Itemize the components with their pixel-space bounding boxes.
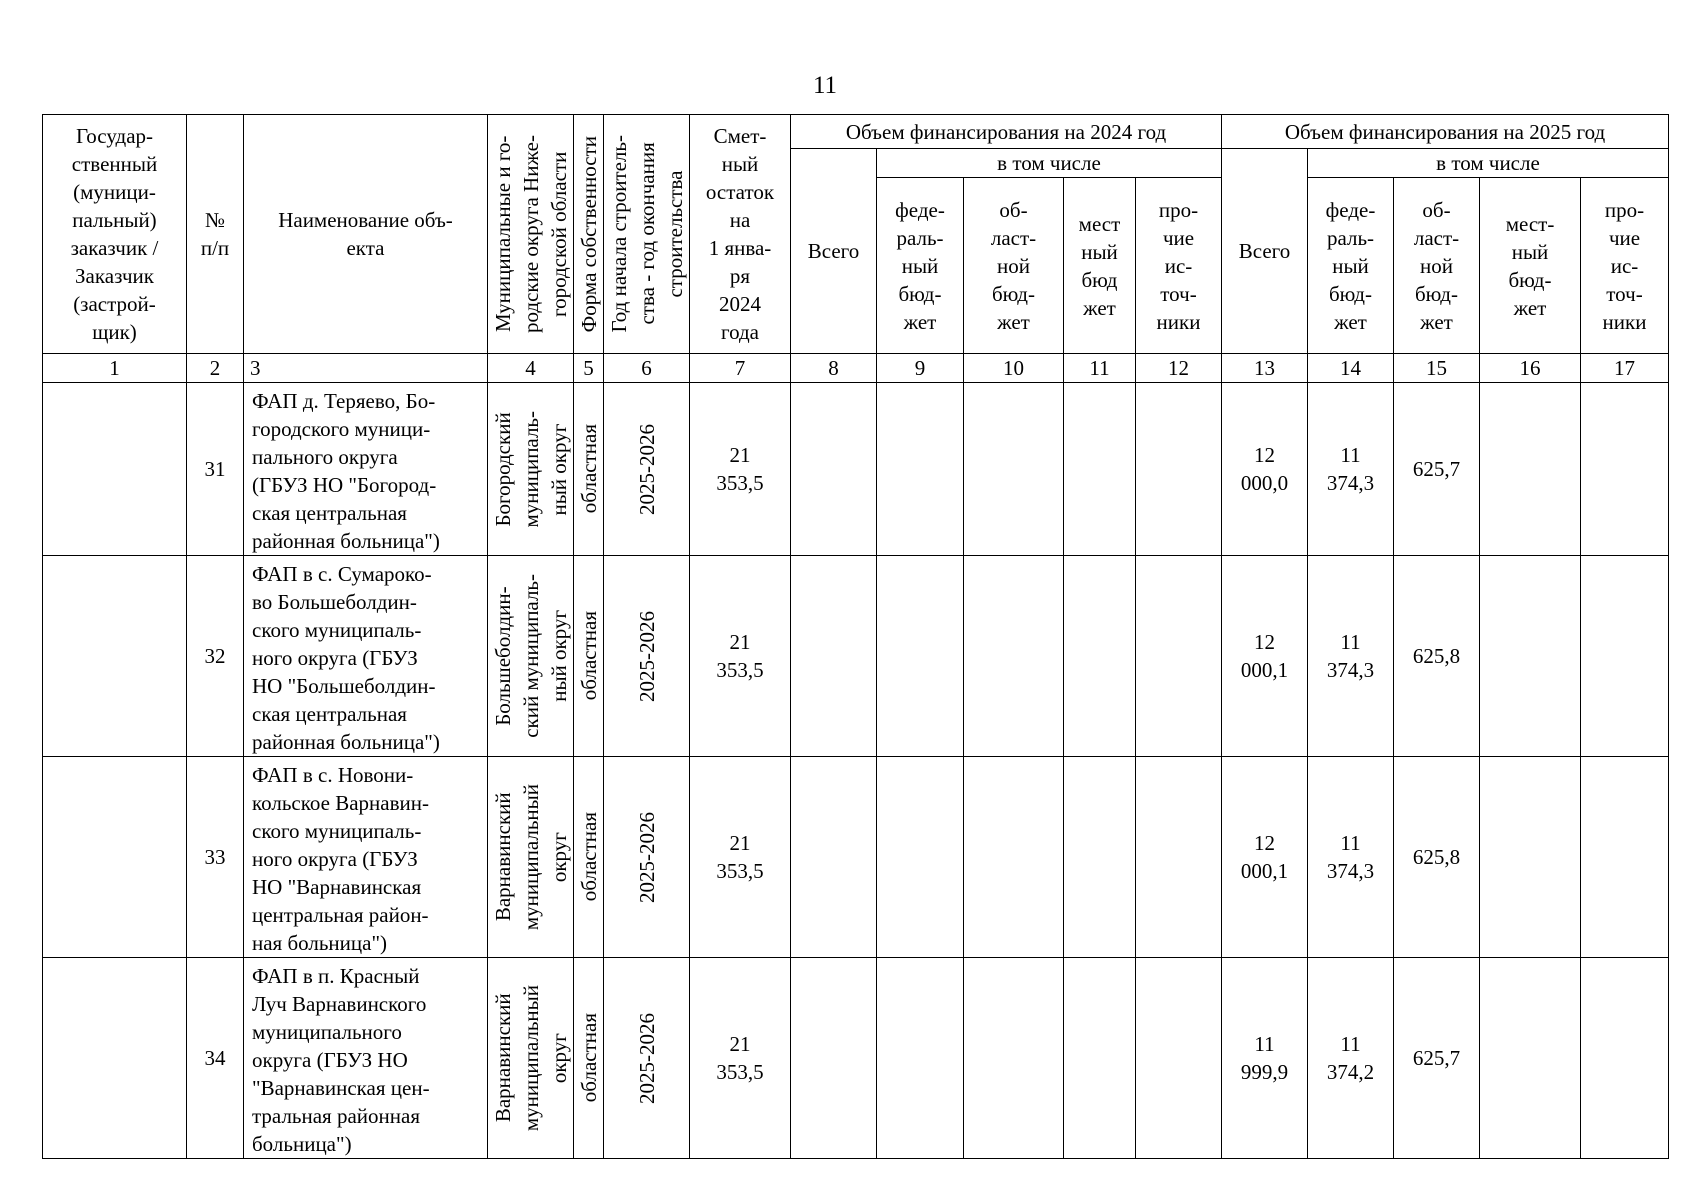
cell-other-2024 — [1136, 383, 1222, 556]
cell-total-2025: 11 999,9 — [1222, 958, 1308, 1159]
header-federal-2024: феде- раль- ный бюд- жет — [877, 178, 964, 354]
cell-local-2025 — [1480, 958, 1581, 1159]
column-number: 4 — [488, 354, 574, 383]
cell-estimate: 21 353,5 — [690, 757, 791, 958]
cell-other-2024 — [1136, 757, 1222, 958]
header-row-1 — [43, 115, 1669, 149]
table-row — [43, 383, 1669, 556]
cell-estimate: 21 353,5 — [690, 383, 791, 556]
cell-number: 33 — [187, 757, 244, 958]
cell-regional-2024 — [964, 383, 1064, 556]
cell-years: 2025-2026 — [604, 958, 690, 1159]
header-financing-2024: Объем финансирования на 2024 год — [791, 115, 1222, 149]
cell-local-2024 — [1064, 958, 1136, 1159]
cell-regional-2025: 625,7 — [1394, 958, 1480, 1159]
cell-municipality: Варнавинский муниципальный округ — [488, 757, 574, 958]
header-years: Год начала строитель- ства - год окончания строительства — [604, 115, 690, 354]
header-local-2024: мест ный бюд жет — [1064, 178, 1136, 354]
cell-other-2024 — [1136, 958, 1222, 1159]
cell-federal-2024 — [877, 958, 964, 1159]
cell-local-2024 — [1064, 383, 1136, 556]
cell-customer — [43, 958, 187, 1159]
cell-municipality: Большеболдин- ский муниципаль- ный округ — [488, 556, 574, 757]
cell-estimate: 21 353,5 — [690, 556, 791, 757]
cell-years: 2025-2026 — [604, 757, 690, 958]
cell-total-2024 — [791, 383, 877, 556]
column-number: 9 — [877, 354, 964, 383]
column-number: 11 — [1064, 354, 1136, 383]
column-number: 10 — [964, 354, 1064, 383]
header-customer: Государ- ственный (муници- пальный) заказчик / Заказчик (застрой- щик) — [43, 115, 187, 354]
cell-regional-2024 — [964, 958, 1064, 1159]
header-ownership: Форма собственности — [574, 115, 604, 354]
column-number: 3 — [244, 354, 488, 383]
cell-ownership: областная — [574, 757, 604, 958]
cell-ownership: областная — [574, 556, 604, 757]
column-number: 7 — [690, 354, 791, 383]
cell-local-2024 — [1064, 556, 1136, 757]
header-federal-2025: феде- раль- ный бюд- жет — [1308, 178, 1394, 354]
cell-federal-2025: 11 374,3 — [1308, 556, 1394, 757]
header-regional-2025: об- ласт- ной бюд- жет — [1394, 178, 1480, 354]
cell-object-name: ФАП д. Теряево, Бо- городского муници- пального округа (ГБУЗ НО "Богород- ская центральная районная больница") — [244, 383, 488, 556]
column-number: 13 — [1222, 354, 1308, 383]
table-row — [43, 958, 1669, 1159]
header-municipality: Муниципальные и го- родские округа Ниже- городской области — [488, 115, 574, 354]
table-row — [43, 556, 1669, 757]
header-number: № п/п — [187, 115, 244, 354]
cell-municipality: Варнавинский муниципальный округ — [488, 958, 574, 1159]
cell-other-2025 — [1581, 958, 1669, 1159]
header-including-2024: в том числе — [877, 149, 1222, 178]
cell-years: 2025-2026 — [604, 556, 690, 757]
cell-federal-2024 — [877, 757, 964, 958]
financing-table — [42, 114, 1669, 1159]
table-row — [43, 757, 1669, 958]
cell-customer — [43, 383, 187, 556]
column-number: 1 — [43, 354, 187, 383]
column-number: 16 — [1480, 354, 1581, 383]
cell-regional-2024 — [964, 556, 1064, 757]
header-including-2025: в том числе — [1308, 149, 1669, 178]
cell-federal-2025: 11 374,3 — [1308, 757, 1394, 958]
cell-federal-2025: 11 374,2 — [1308, 958, 1394, 1159]
header-other-2025: про- чие ис- точ- ники — [1581, 178, 1669, 354]
cell-object-name: ФАП в п. Красный Луч Варнавинского муниципального округа (ГБУЗ НО "Варнавинская цен- тральная районная больница") — [244, 958, 488, 1159]
cell-federal-2025: 11 374,3 — [1308, 383, 1394, 556]
cell-regional-2025: 625,8 — [1394, 556, 1480, 757]
cell-regional-2025: 625,8 — [1394, 757, 1480, 958]
cell-object-name: ФАП в с. Новони- кольское Варнавин- ского муниципаль- ного округа (ГБУЗ НО "Варнавинская центральная район- ная больница") — [244, 757, 488, 958]
cell-number: 34 — [187, 958, 244, 1159]
page-number: 11 — [812, 72, 838, 99]
cell-years: 2025-2026 — [604, 383, 690, 556]
cell-total-2025: 12 000,1 — [1222, 757, 1308, 958]
cell-customer — [43, 556, 187, 757]
cell-other-2024 — [1136, 556, 1222, 757]
column-number: 6 — [604, 354, 690, 383]
cell-total-2024 — [791, 958, 877, 1159]
cell-local-2025 — [1480, 383, 1581, 556]
cell-total-2025: 12 000,1 — [1222, 556, 1308, 757]
column-number: 12 — [1136, 354, 1222, 383]
cell-other-2025 — [1581, 757, 1669, 958]
cell-ownership: областная — [574, 958, 604, 1159]
cell-total-2024 — [791, 556, 877, 757]
column-number: 14 — [1308, 354, 1394, 383]
cell-municipality: Богородский муниципаль- ный округ — [488, 383, 574, 556]
cell-total-2024 — [791, 757, 877, 958]
cell-customer — [43, 757, 187, 958]
cell-number: 31 — [187, 383, 244, 556]
header-total-2024: Всего — [791, 149, 877, 354]
cell-total-2025: 12 000,0 — [1222, 383, 1308, 556]
column-numbers-row — [43, 354, 1669, 383]
header-object-name: Наименование объ- екта — [244, 115, 488, 354]
cell-local-2025 — [1480, 757, 1581, 958]
cell-regional-2025: 625,7 — [1394, 383, 1480, 556]
cell-object-name: ФАП в с. Сумароко- во Большеболдин- ского муниципаль- ного округа (ГБУЗ НО "Большеболдин- ская центральная районная больница") — [244, 556, 488, 757]
header-total-2025: Всего — [1222, 149, 1308, 354]
column-number: 15 — [1394, 354, 1480, 383]
cell-ownership: областная — [574, 383, 604, 556]
cell-other-2025 — [1581, 383, 1669, 556]
cell-local-2025 — [1480, 556, 1581, 757]
header-estimate: Смет- ный остаток на 1 янва- ря 2024 года — [690, 115, 791, 354]
cell-estimate: 21 353,5 — [690, 958, 791, 1159]
cell-number: 32 — [187, 556, 244, 757]
column-number: 5 — [574, 354, 604, 383]
cell-other-2025 — [1581, 556, 1669, 757]
cell-regional-2024 — [964, 757, 1064, 958]
header-other-2024: про- чие ис- точ- ники — [1136, 178, 1222, 354]
column-number: 17 — [1581, 354, 1669, 383]
cell-federal-2024 — [877, 383, 964, 556]
cell-local-2024 — [1064, 757, 1136, 958]
column-number: 8 — [791, 354, 877, 383]
cell-federal-2024 — [877, 556, 964, 757]
header-local-2025: мест- ный бюд- жет — [1480, 178, 1581, 354]
header-regional-2024: об- ласт- ной бюд- жет — [964, 178, 1064, 354]
column-number: 2 — [187, 354, 244, 383]
header-financing-2025: Объем финансирования на 2025 год — [1222, 115, 1669, 149]
